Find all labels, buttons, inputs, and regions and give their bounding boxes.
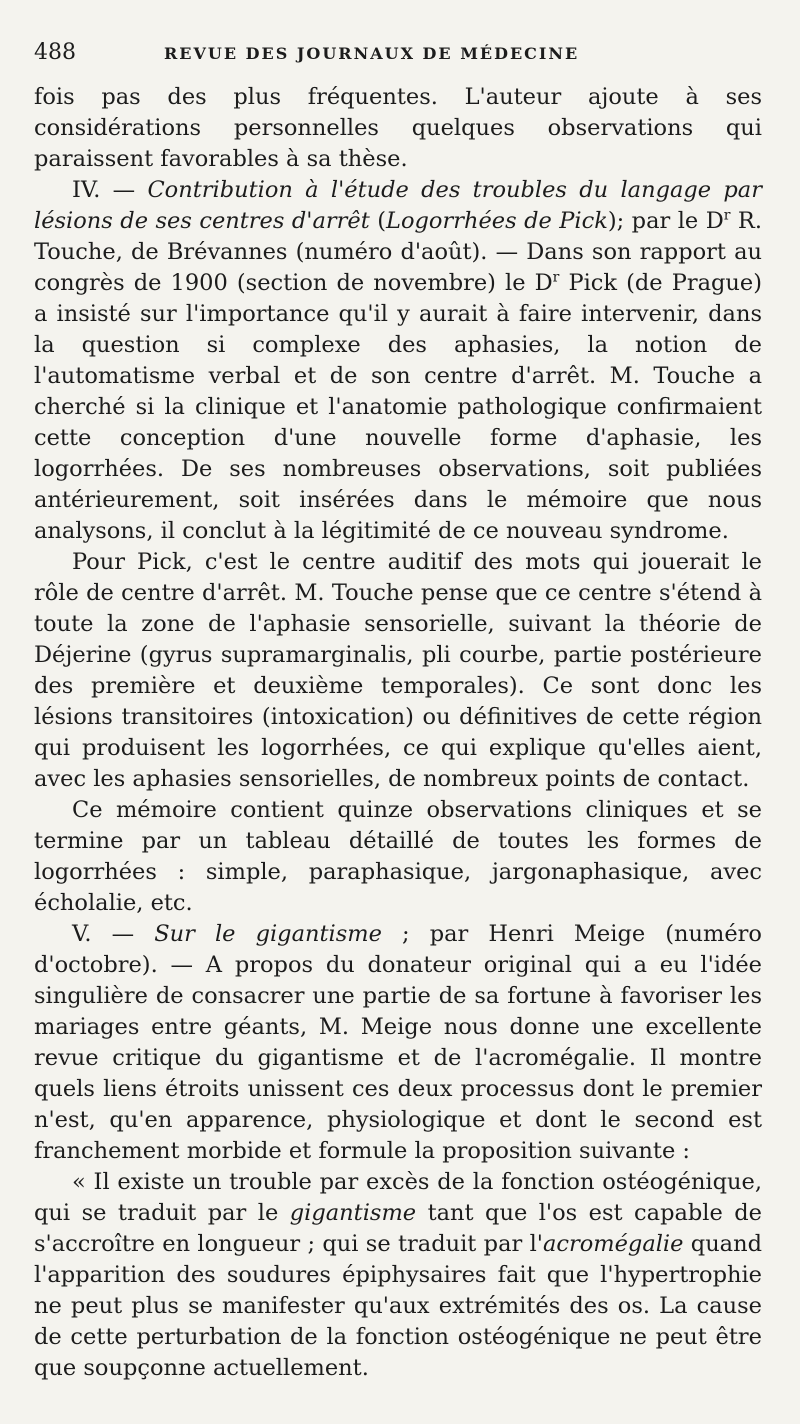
article-subtitle: Logorrhées de Pick xyxy=(386,208,608,234)
article-title: Contribution à l'étude des troubles du langage par lésions de ses centres d'arrêt xyxy=(34,177,762,234)
paragraph-3: Pour Pick, c'est le centre auditif des mots qui jouerait le rôle de centre d'arrêt. M. Touche pense que ce centre s'étend à toute la zone de l'aphasie sensorielle, suivant la théorie de Déjerine (gyrus supramarginalis, pli courbe, partie postérieure des première et deuxième temporales). Ce sont donc les lésions transitoires (intoxication) ou définitives de cette région qui produisent les logorrhées, ce qui explique qu'elles aient, avec les aphasies sensorielles, de nombreux points de contact. xyxy=(34,549,762,792)
journal-title: REVUE DES JOURNAUX DE MÉDECINE xyxy=(164,44,580,63)
superscript: r xyxy=(723,207,731,224)
quote-text-b: tant que l'os est capable de s'accroître en longueur ; qui se traduit par l' xyxy=(34,1200,762,1257)
byline: ); par le D xyxy=(607,208,724,234)
running-header xyxy=(34,40,762,74)
paragraph-4: Ce mémoire contient quinze observations cliniques et se termine par un tableau détaillé de toutes les formes de logorrhées : simple, paraphasique, jargonaphasique, avec écholalie, etc. xyxy=(34,797,762,916)
paragraph-2-text-a: R. Touche, de Brévannes (numéro d'août). — Dans son rapport au congrès de 1900 (section de novembre) le D xyxy=(34,208,762,296)
term-gigantisme: gigantisme xyxy=(289,1200,417,1226)
article-body xyxy=(34,82,762,1384)
paren-open: ( xyxy=(369,208,387,234)
quote-text-c: quand l'apparition des soudures épiphysaires fait que l'hypertrophie ne peut plus se manifester qu'aux extrémités des os. La cause de cette perturbation de la fonction ostéogénique ne peut être que soupçonne actuellement. xyxy=(34,1231,762,1381)
paragraph-2-text-b: Pick (de Prague) a insisté sur l'importance qu'il y aurait à faire intervenir, dans la question si complexe des aphasies, la notion de l'automatisme verbal et de son centre d'arrêt. M. Touche a cherché si la clinique et l'anatomie pathologique confirmaient cette conception d'une nouvelle forme d'aphasie, les logorrhées. De ses nombreuses observations, soit publiées antérieurement, soit insérées dans le mémoire que nous analysons, il conclut à la légitimité de ce nouveau syndrome. xyxy=(34,270,762,544)
section-numeral: V. — xyxy=(72,921,155,947)
paragraph-5 xyxy=(34,919,762,1167)
paragraph-1: fois pas des plus fréquentes. L'auteur ajoute à ses considérations personnelles quelques observations qui paraissent favorables à sa thèse. xyxy=(34,84,762,172)
section-numeral: IV. — xyxy=(72,177,148,203)
term-acromegalie: acromégalie xyxy=(542,1231,684,1257)
superscript: r xyxy=(552,269,560,286)
paragraph-5-text: ; par Henri Meige (numéro d'octobre). — A propos du donateur original qui a eu l'idée singulière de consacrer une partie de sa fortune à favoriser les mariages entre géants, M. Meige nous donne une excellente revue critique du gigantisme et de l'acromégalie. Il montre quels liens étroits unissent ces deux processus dont le premier n'est, qu'en apparence, physiologique et dont le second est franchement morbide et formule la proposition suivante : xyxy=(34,921,762,1164)
page-number: 488 xyxy=(34,40,76,65)
article-title: Sur le gigantisme xyxy=(154,921,382,947)
paragraph-2 xyxy=(34,175,762,547)
quotation-paragraph xyxy=(34,1167,762,1384)
quote-text-a: « Il existe un trouble par excès de la fonction ostéogénique, qui se traduit par le xyxy=(34,1169,762,1226)
